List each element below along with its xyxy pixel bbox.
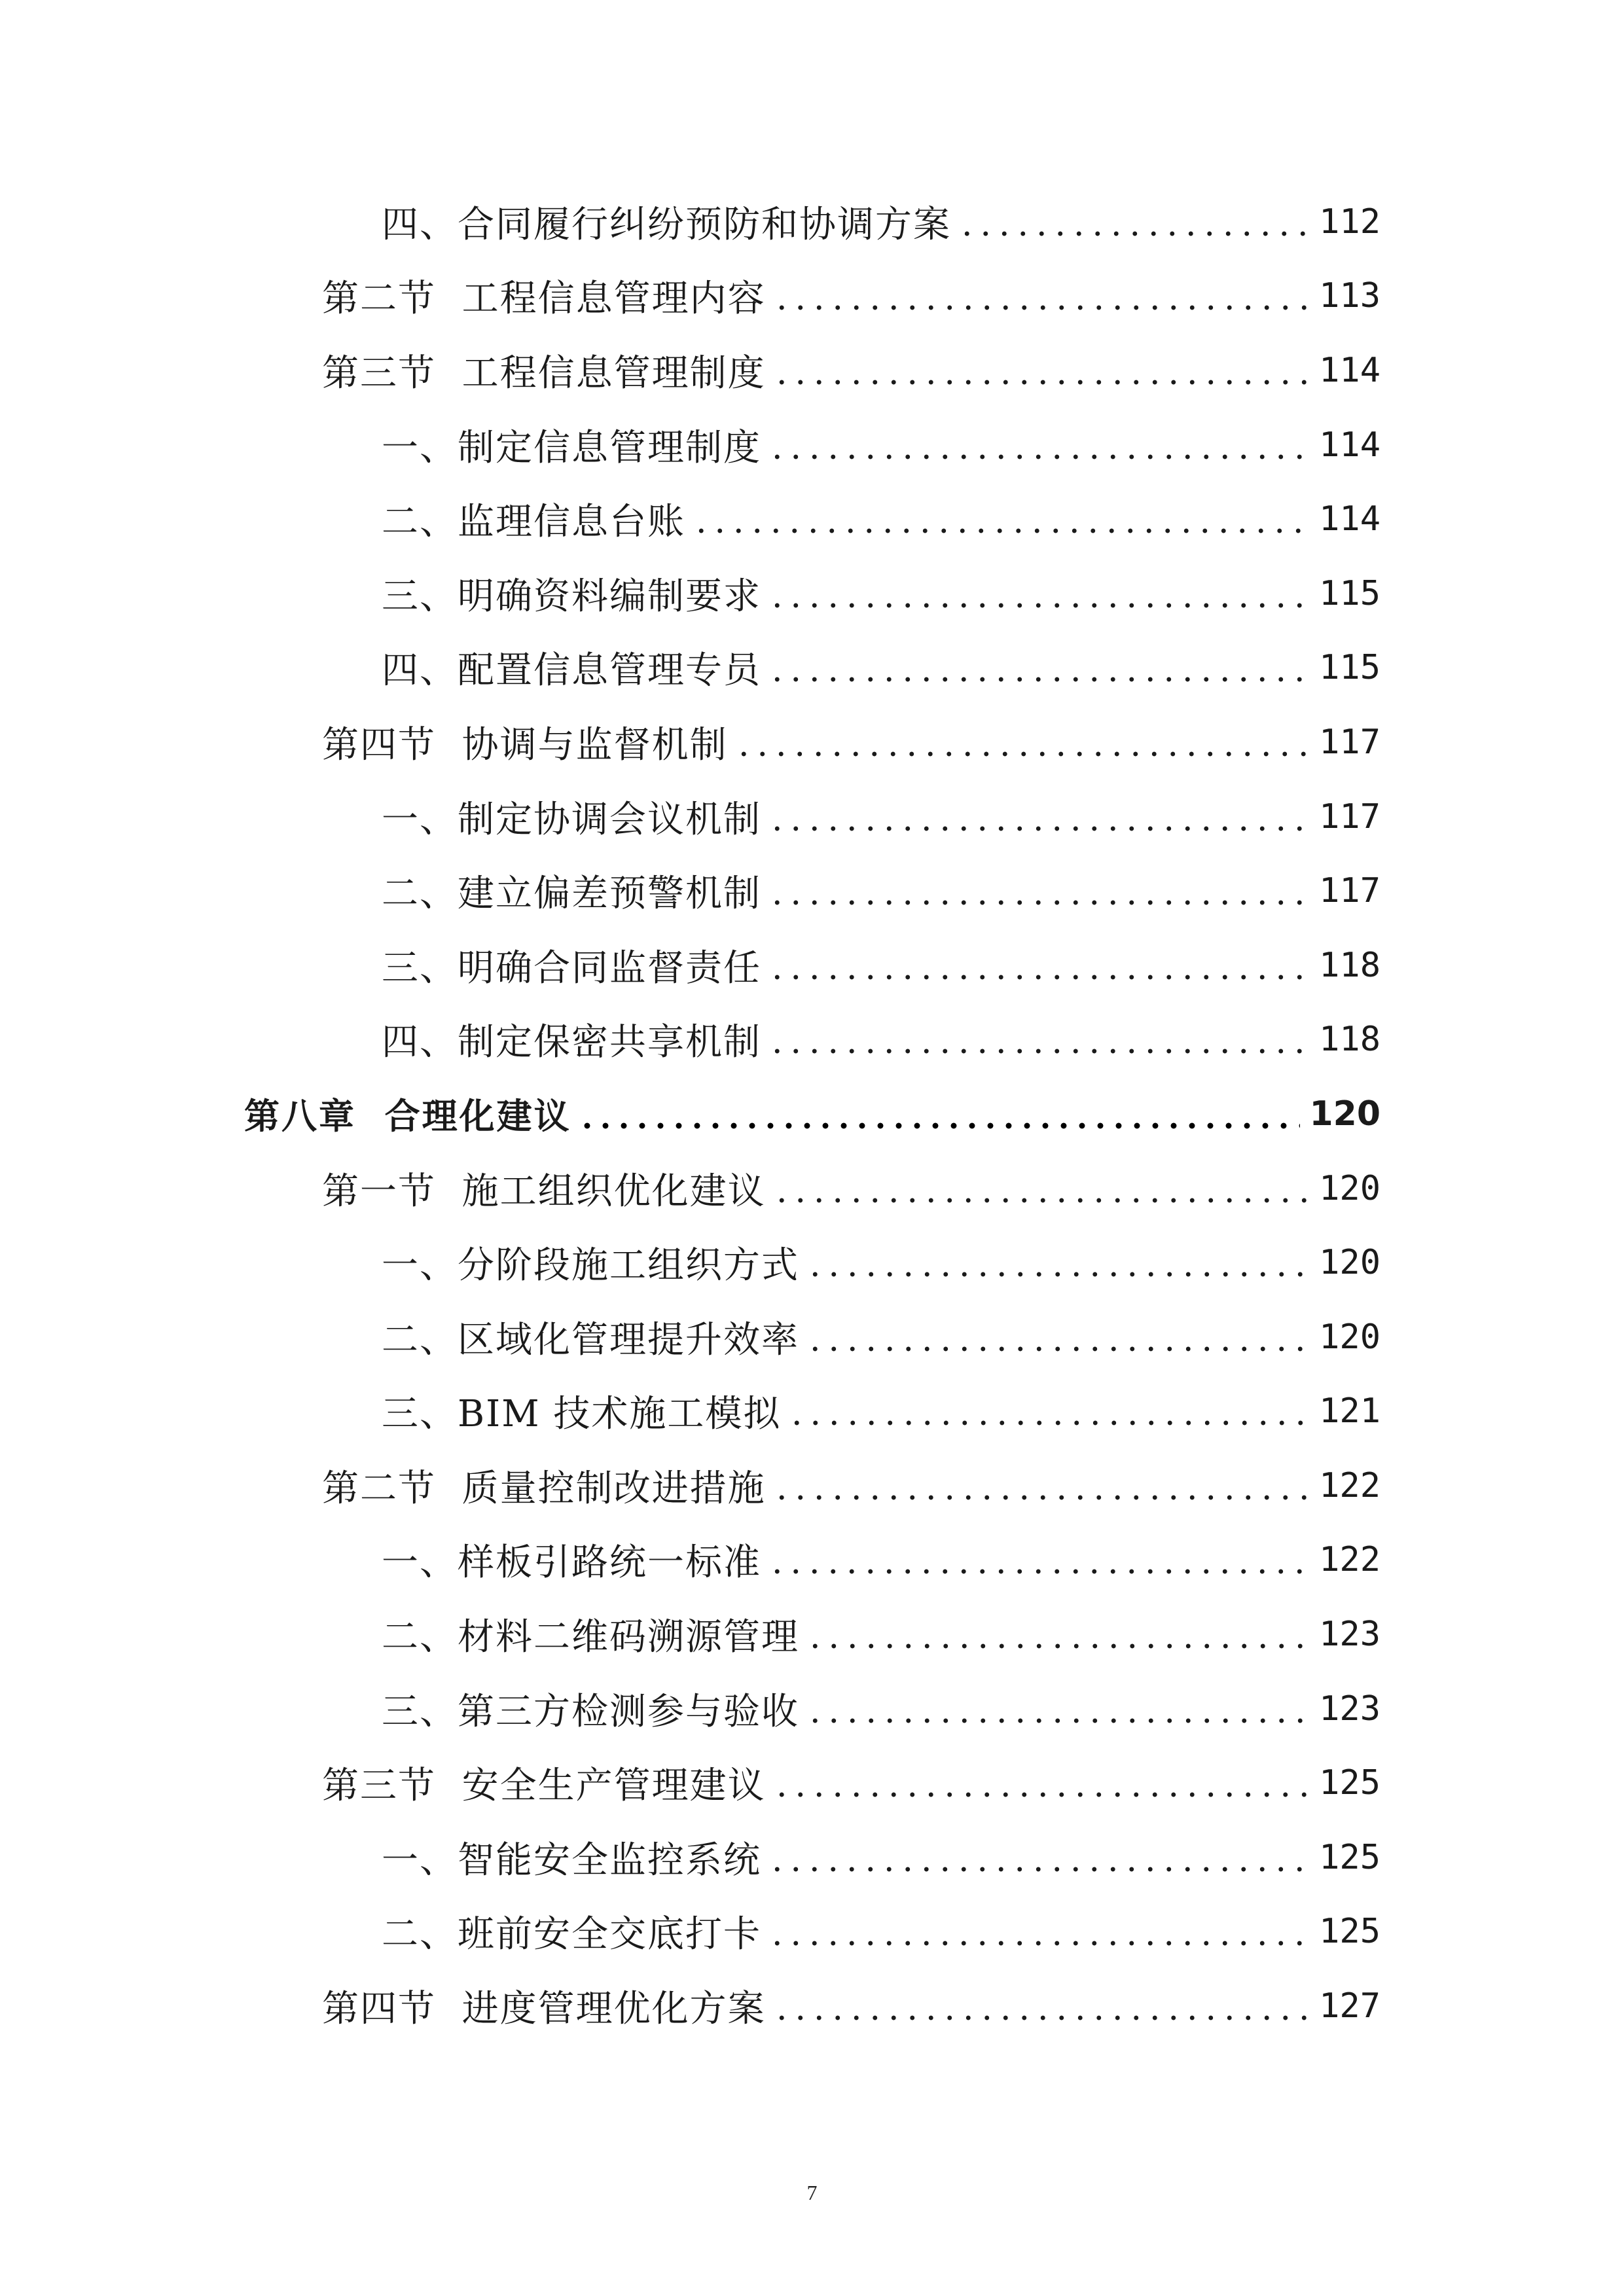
toc-entry-page: 118 xyxy=(1319,945,1380,985)
toc-dot-leader xyxy=(772,1765,1310,1801)
toc-dot-leader xyxy=(772,278,1310,314)
toc-entry-line xyxy=(382,928,1624,1003)
toc-dot-leader xyxy=(768,872,1310,909)
toc-entry-title: 四、配置信息管理专员 xyxy=(382,649,761,692)
toc-entry-page: 120 xyxy=(1309,1094,1380,1134)
toc-entry-title: 第四节 进度管理优化方案 xyxy=(322,1988,766,2031)
toc-entry-line xyxy=(382,1003,1624,1077)
toc-entry[interactable] xyxy=(0,780,1624,854)
toc-entry-line xyxy=(244,1077,1624,1151)
toc-entry-title: 三、明确合同监督责任 xyxy=(382,946,761,990)
toc-entry-page: 123 xyxy=(1319,1615,1380,1655)
toc-entry-title: 二、监理信息台账 xyxy=(382,501,685,544)
toc-dot-leader xyxy=(768,1021,1310,1058)
toc-entry-title: 第三节 工程信息管理制度 xyxy=(322,351,766,395)
toc-entry[interactable] xyxy=(0,631,1624,706)
toc-entry-line xyxy=(382,1300,1624,1374)
toc-entry-line xyxy=(382,556,1624,631)
toc-entry-line xyxy=(382,1820,1624,1895)
toc-entry-title: 二、建立偏差预警机制 xyxy=(382,872,761,916)
toc-entry-title: 二、区域化管理提升效率 xyxy=(382,1318,799,1361)
toc-entry[interactable] xyxy=(0,705,1624,780)
toc-dot-leader xyxy=(768,1839,1310,1876)
toc-entry-title: 一、制定信息管理制度 xyxy=(382,426,761,469)
toc-entry-title: 第二节 工程信息管理内容 xyxy=(322,278,766,321)
toc-entry-page: 114 xyxy=(1319,499,1380,539)
toc-dot-leader xyxy=(768,947,1310,984)
toc-entry-title: 第四节 协调与监督机制 xyxy=(322,723,728,766)
toc-entry-line xyxy=(322,259,1624,334)
toc-entry-page: 125 xyxy=(1319,1912,1380,1952)
toc-dot-leader xyxy=(768,1913,1310,1950)
toc-entry-line xyxy=(382,185,1624,259)
toc-entry[interactable] xyxy=(0,185,1624,259)
toc-entry-line xyxy=(382,1895,1624,1969)
toc-entry-title: 三、明确资料编制要求 xyxy=(382,575,761,618)
toc-entry-line xyxy=(322,1746,1624,1820)
toc-entry-page: 115 xyxy=(1319,648,1380,688)
toc-dot-leader xyxy=(806,1319,1310,1355)
toc-entry-page: 122 xyxy=(1319,1465,1380,1505)
toc-entry[interactable] xyxy=(0,1820,1624,1895)
toc-entry-page: 120 xyxy=(1319,1317,1380,1357)
toc-entry-page: 113 xyxy=(1319,276,1380,316)
toc-entry-page: 127 xyxy=(1319,1986,1380,2026)
toc-entry-line xyxy=(382,1225,1624,1300)
toc-entry-page: 118 xyxy=(1319,1020,1380,1060)
toc-entry-page: 112 xyxy=(1319,202,1380,242)
toc-entry-title: 二、班前安全交底打卡 xyxy=(382,1913,761,1956)
toc-entry-title: 第三节 安全生产管理建议 xyxy=(322,1765,766,1808)
toc-entry-line xyxy=(382,631,1624,706)
toc-entry[interactable] xyxy=(0,853,1624,928)
toc-entry-line xyxy=(322,1969,1624,2043)
toc-entry[interactable] xyxy=(0,259,1624,334)
toc-dot-leader xyxy=(768,1541,1310,1578)
toc-entry-title: 一、智能安全监控系统 xyxy=(382,1839,761,1882)
toc-entry-page: 115 xyxy=(1319,573,1380,613)
toc-entry-line xyxy=(382,1523,1624,1598)
toc-entry-line xyxy=(322,1151,1624,1226)
toc-dot-leader xyxy=(958,204,1310,240)
toc-dot-leader xyxy=(692,501,1310,537)
toc-entry[interactable] xyxy=(0,1523,1624,1598)
toc-entry-page: 123 xyxy=(1319,1689,1380,1729)
toc-entry[interactable] xyxy=(0,333,1624,408)
toc-dot-leader xyxy=(734,724,1310,761)
toc-entry-page: 117 xyxy=(1319,722,1380,762)
toc-entry-title: 一、分阶段施工组织方式 xyxy=(382,1244,799,1287)
toc-entry[interactable] xyxy=(0,408,1624,482)
toc-entry[interactable] xyxy=(0,1374,1624,1449)
toc-entry-line xyxy=(382,780,1624,854)
toc-entry-title: 第二节 质量控制改进措施 xyxy=(322,1467,766,1510)
toc-dot-leader xyxy=(768,427,1310,463)
toc-entry-line xyxy=(322,1448,1624,1523)
toc-dot-leader xyxy=(772,1467,1310,1504)
toc-entry-page: 122 xyxy=(1319,1540,1380,1580)
toc-entry-page: 121 xyxy=(1319,1391,1380,1431)
toc-entry-line xyxy=(382,1374,1624,1449)
toc-entry-page: 120 xyxy=(1319,1243,1380,1283)
toc-entry-page: 114 xyxy=(1319,350,1380,390)
toc-entry-title: 四、制定保密共享机制 xyxy=(382,1021,761,1064)
toc-entry[interactable] xyxy=(0,1077,1624,1151)
toc-entry[interactable] xyxy=(0,1151,1624,1226)
toc-entry-title: 一、制定协调会议机制 xyxy=(382,798,761,841)
toc-entry-page: 114 xyxy=(1319,425,1380,465)
toc-entry-page: 117 xyxy=(1319,797,1380,836)
toc-entry[interactable] xyxy=(0,1300,1624,1374)
toc-dot-leader xyxy=(806,1691,1310,1727)
toc-dot-leader xyxy=(806,1616,1310,1653)
toc-entry-title: 第一节 施工组织优化建议 xyxy=(322,1170,766,1213)
toc-entry-title: 三、第三方检测参与验收 xyxy=(382,1690,799,1733)
toc-entry-title: 一、样板引路统一标准 xyxy=(382,1541,761,1585)
toc-entry[interactable] xyxy=(0,1597,1624,1672)
toc-entry-page: 120 xyxy=(1319,1168,1380,1208)
toc-dot-leader xyxy=(772,352,1310,389)
toc-dot-leader xyxy=(578,1096,1301,1132)
toc-entry[interactable] xyxy=(0,1895,1624,1969)
page-number: 7 xyxy=(806,2181,818,2204)
toc-entry-line xyxy=(382,1672,1624,1746)
toc-entry[interactable] xyxy=(0,1003,1624,1077)
toc-entry-page: 125 xyxy=(1319,1837,1380,1877)
toc-dot-leader xyxy=(772,1170,1310,1207)
toc-entry-line xyxy=(382,853,1624,928)
table-of-contents xyxy=(0,185,1624,2043)
toc-entry[interactable] xyxy=(0,928,1624,1003)
toc-dot-leader xyxy=(787,1393,1310,1429)
toc-entry-page: 125 xyxy=(1319,1763,1380,1803)
toc-entry[interactable] xyxy=(0,1969,1624,2043)
toc-entry[interactable] xyxy=(0,1672,1624,1746)
toc-dot-leader xyxy=(806,1244,1310,1281)
toc-dot-leader xyxy=(768,649,1310,686)
toc-entry-page: 117 xyxy=(1319,871,1380,911)
toc-entry-line xyxy=(322,333,1624,408)
toc-entry-title: 四、合同履行纠纷预防和协调方案 xyxy=(382,203,951,246)
toc-entry[interactable] xyxy=(0,556,1624,631)
toc-entry-line xyxy=(382,482,1624,556)
toc-dot-leader xyxy=(768,575,1310,612)
toc-entry-title: 第八章 合理化建议 xyxy=(244,1096,571,1138)
toc-entry-line xyxy=(382,1597,1624,1672)
toc-entry-line xyxy=(322,705,1624,780)
toc-dot-leader xyxy=(772,1988,1310,2024)
toc-entry-title: 二、材料二维码溯源管理 xyxy=(382,1616,799,1659)
toc-entry-line xyxy=(382,408,1624,482)
toc-entry[interactable] xyxy=(0,482,1624,556)
toc-entry[interactable] xyxy=(0,1746,1624,1820)
toc-entry[interactable] xyxy=(0,1225,1624,1300)
toc-entry[interactable] xyxy=(0,1448,1624,1523)
toc-dot-leader xyxy=(768,798,1310,835)
toc-entry-title: 三、BIM 技术施工模拟 xyxy=(382,1393,782,1436)
